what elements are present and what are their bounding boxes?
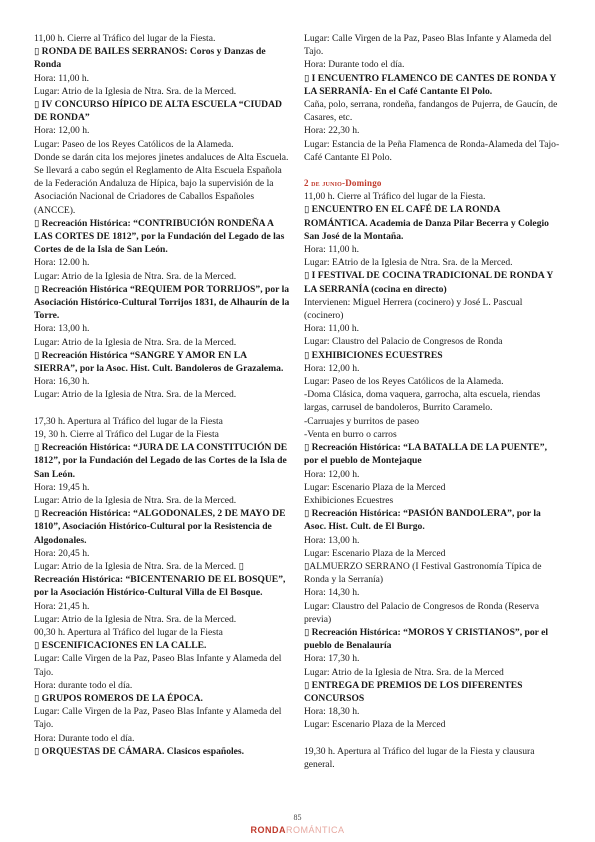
schedule-line: ▯ Recreación Histórica “SANGRE Y AMOR EN LA SIERRA”, por la Asoc. Hist. Cult. Bandoleros de Grazalema. bbox=[34, 349, 284, 375]
schedule-line: Hora: 11,00 h. bbox=[304, 244, 360, 256]
schedule-line: Caña, polo, serrana, rondeña, fandangos de Pujerra, de Gaucín, de Casares, etc. bbox=[304, 99, 558, 124]
page-number: 85 bbox=[293, 813, 302, 822]
schedule-line: ▯ Recreación Histórica: “PASIÓN BANDOLERA”, por la Asoc. Hist. Cult. de El Burgo. bbox=[304, 508, 541, 533]
schedule-line: ▯ ENTREGA DE PREMIOS DE LOS DIFERENTES CONCURSOS bbox=[304, 679, 523, 704]
schedule-line: Lugar: Atrio de la Iglesia de Ntra. Sra. de la Merced bbox=[304, 666, 504, 678]
schedule-line: 00,30 h. Apertura al Tráfico del lugar de la Fiesta bbox=[34, 626, 223, 638]
schedule-line: ▯ ESCENIFICACIONES EN LA CALLE. bbox=[34, 640, 207, 652]
schedule-line: Hora: 20,45 h. bbox=[34, 547, 90, 559]
schedule-line: Hora: 19,45 h. bbox=[34, 481, 90, 493]
left-column bbox=[34, 32, 290, 758]
schedule-line: 17,30 h. Apertura al Tráfico del lugar de la Fiesta bbox=[34, 415, 223, 427]
schedule-line: Lugar: Claustro del Palacio de Congresos de Ronda (Reserva previa) bbox=[304, 600, 539, 625]
schedule-line: Lugar: Estancia de la Peña Flamenca de Ronda-Alameda del Tajo-Café Cantante El Polo. bbox=[304, 138, 560, 163]
schedule-line: 11,00 h. Cierre al Tráfico del lugar de la Fiesta. bbox=[304, 191, 486, 203]
schedule-line: Lugar: Calle Virgen de la Paz, Paseo Blas Infante y Alameda del Tajo. bbox=[34, 706, 282, 731]
footer-brand bbox=[0, 825, 595, 835]
schedule-line: Lugar: Claustro del Palacio de Congresos de Ronda bbox=[304, 336, 503, 348]
schedule-line: Lugar: Atrio de la Iglesia de Ntra. Sra. de la Merced. bbox=[34, 494, 237, 506]
schedule-line: Lugar: Atrio de la Iglesia de Ntra. Sra. de la Merced. bbox=[34, 336, 237, 348]
schedule-line: Hora: 12,00 h. bbox=[304, 468, 360, 480]
schedule-line: ▯ I ENCUENTRO FLAMENCO DE CANTES DE RONDA Y LA SERRANÍA- En el Café Cantante El Polo. bbox=[304, 72, 556, 97]
schedule-line: Lugar: Atrio de la Iglesia de Ntra. Sra. de la Merced. bbox=[34, 85, 237, 97]
schedule-line: -Venta en burro o carros bbox=[304, 428, 397, 440]
schedule-line: Hora: 11,00 h. bbox=[304, 323, 360, 335]
schedule-line: Hora: Durante todo el día. bbox=[304, 59, 405, 71]
schedule-line: Hora: 12,00 h. bbox=[304, 362, 360, 374]
schedule-line: ▯ GRUPOS ROMEROS DE LA ÉPOCA. bbox=[34, 692, 203, 704]
schedule-line: ▯ Recreación Histórica: “ALGODONALES, 2 DE MAYO DE 1810”, Asociación Histórico-Cultural por la Resistencia de Algodonales. bbox=[34, 508, 286, 546]
schedule-line: ▯ Recreación Histórica: “LA BATALLA DE LA PUENTE”, por el pueblo de Montejaque bbox=[304, 442, 547, 467]
schedule-line bbox=[34, 402, 290, 415]
date-heading bbox=[304, 177, 560, 190]
schedule-line: Hora: durante todo el día. bbox=[34, 679, 133, 691]
schedule-line: ▯ Recreación Histórica: “JURA DE LA CONSTITUCIÓN DE 1812”, por la Fundación del Legado de las Cortes de la Isla de San León. bbox=[34, 442, 288, 480]
schedule-line: Hora: 16,30 h. bbox=[34, 376, 90, 388]
schedule-line: -Carruajes y burritos de paseo bbox=[304, 415, 420, 427]
schedule-line: 19,30 h. Apertura al Tráfico del lugar de la Fiesta y clausura general. bbox=[304, 745, 535, 770]
date-day: 2 de junio bbox=[304, 178, 343, 189]
schedule-line: Lugar: Atrio de la Iglesia de Ntra. Sra. de la Merced. bbox=[34, 389, 237, 401]
schedule-line: ▯ALMUERZO SERRANO (I Festival Gastronomía Típica de Ronda y la Serranía) bbox=[304, 560, 542, 586]
schedule-line: Lugar: Paseo de los Reyes Católicos de la Alameda. bbox=[34, 138, 234, 150]
schedule-line: Hora: 12.00 h. bbox=[34, 257, 90, 269]
schedule-line: Lugar: Paseo de los Reyes Católicos de la Alameda. bbox=[304, 376, 504, 388]
brand-ronda: RONDA bbox=[250, 825, 286, 835]
schedule-line: Hora: 13,00 h. bbox=[34, 323, 90, 335]
schedule-line: Lugar: Calle Virgen de la Paz, Paseo Blas Infante y Alameda del Tajo. bbox=[304, 33, 552, 58]
schedule-line: Hora: 17,30 h. bbox=[304, 653, 360, 665]
schedule-line: Hora: 11,00 h. bbox=[34, 72, 90, 84]
schedule-line: ▯ I FESTIVAL DE COCINA TRADICIONAL DE RONDA Y LA SERRANÍA (cocina en directo) bbox=[304, 270, 553, 295]
schedule-line: Lugar: Escenario Plaza de la Merced bbox=[304, 547, 446, 559]
date-weekday: -Domingo bbox=[342, 178, 382, 189]
schedule-line: Intervienen: Miguel Herrera (cocinero) y José L. Pascual (cocinero) bbox=[304, 296, 523, 322]
schedule-line: ▯ ENCUENTRO EN EL CAFÉ DE LA RONDA ROMÁNTICA. Academia de Danza Pilar Becerra y Colegio San José de la Montaña. bbox=[304, 204, 549, 242]
schedule-line: Lugar: Calle Virgen de la Paz, Paseo Blas Infante y Alameda del Tajo. bbox=[34, 653, 282, 678]
schedule-line bbox=[304, 164, 560, 177]
schedule-line: ▯ Recreación Histórica: “CONTRIBUCIÓN RONDEÑA A LAS CORTES DE 1812”, por la Fundación del Legado de las Cortes de de la Isla de San León. bbox=[34, 217, 285, 256]
schedule-line: Recreación Histórica: “BICENTENARIO DE EL BOSQUE”, por la Asociación Histórico-Cultural Villa de El Bosque. bbox=[34, 574, 286, 599]
schedule-line: 11,00 h. Cierre al Tráfico del lugar de la Fiesta. bbox=[34, 33, 216, 44]
schedule-line: Hora: Durante todo el día. bbox=[34, 732, 135, 744]
schedule-line: Hora: 12,00 h. bbox=[34, 125, 90, 137]
schedule-line: Hora: 21,45 h. bbox=[34, 600, 90, 612]
schedule-line: Donde se darán cita los mejores jinetes andaluces de Alta Escuela. Se llevará a cabo según el Reglamento de Alta Escuela Española de la Federación Andaluza de Hípica, bajo la supervisión de la Asociación Nacional de Criadores de Caballos Españoles (ANCCE). bbox=[34, 151, 289, 216]
schedule-line: Lugar: Escenario Plaza de la Merced bbox=[304, 481, 446, 493]
schedule-line: Hora: 13,00 h. bbox=[304, 534, 360, 546]
schedule-line: ▯ EXHIBICIONES ECUESTRES bbox=[304, 349, 443, 361]
right-bottom-block bbox=[304, 190, 560, 771]
schedule-line: Lugar: EAtrio de la Iglesia de Ntra. Sra. de la Merced. bbox=[304, 257, 513, 269]
right-column bbox=[304, 32, 560, 771]
schedule-line: 19, 30 h. Cierre al Tráfico del Lugar de la Fiesta bbox=[34, 428, 219, 440]
schedule-line: ▯ IV CONCURSO HÍPICO DE ALTA ESCUELA “CIUDAD DE RONDA” bbox=[34, 99, 282, 124]
brand-romantica: ROMÁNTICA bbox=[286, 825, 345, 835]
right-top-block bbox=[304, 32, 560, 177]
schedule-line: ▯ RONDA DE BAILES SERRANOS: Coros y Danzas de Ronda bbox=[34, 46, 266, 71]
schedule-line: Hora: 14,30 h. bbox=[304, 587, 360, 599]
schedule-line: Hora: 22,30 h. bbox=[304, 125, 360, 137]
schedule-line: -Doma Clásica, doma vaquera, garrocha, alta escuela, riendas largas, carrusel de bandoleros, Burrito Caramelo. bbox=[304, 389, 541, 414]
schedule-line bbox=[304, 732, 560, 745]
schedule-line: Exhibiciones Ecuestres bbox=[304, 494, 394, 506]
schedule-line: Lugar: Atrio de la Iglesia de Ntra. Sra. de la Merced. bbox=[34, 613, 237, 625]
schedule-line: Lugar: Escenario Plaza de la Merced bbox=[304, 719, 446, 731]
schedule-line: ▯ Recreación Histórica “REQUIEM POR TORRIJOS”, por la Asociación Histórico-Cultural Torrijos 1831, de Alhaurín de la Torre. bbox=[34, 283, 290, 322]
schedule-line: Lugar: Atrio de la Iglesia de Ntra. Sra. de la Merced. bbox=[34, 270, 237, 282]
schedule-line: Hora: 18,30 h. bbox=[304, 706, 360, 718]
schedule-line: Lugar: Atrio de la Iglesia de Ntra. Sra. de la Merced. ▯ bbox=[34, 560, 244, 572]
schedule-line: ▯ ORQUESTAS DE CÁMARA. Clasicos españoles. bbox=[34, 745, 245, 757]
schedule-line: ▯ Recreación Histórica: “MOROS Y CRISTIANOS”, por el pueblo de Benalauría bbox=[304, 626, 549, 652]
